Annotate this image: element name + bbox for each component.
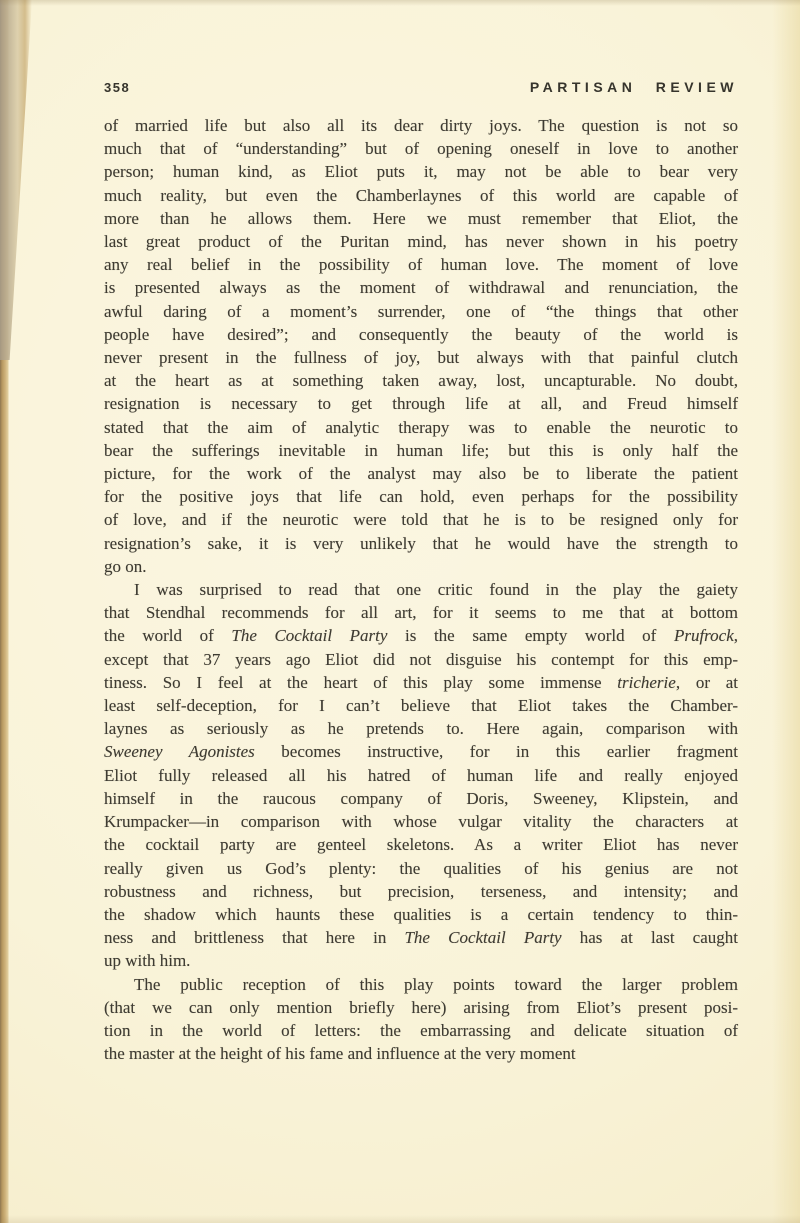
text-line: is presented always as the moment of withdrawal and renunciation, the — [104, 278, 738, 298]
text-line: of love, and if the neurotic were told that he is to be resigned only for — [104, 510, 738, 530]
text-line: picture, for the work of the analyst may also be to liberate the patient — [104, 464, 738, 484]
text-line: Sweeney Agonistes becomes instructive, for in this earlier fragment — [104, 742, 739, 762]
page-number: 358 — [104, 80, 131, 95]
page-bottom-shading — [0, 1215, 800, 1223]
text-line: never present in the fullness of joy, but always with that painful clutch — [104, 348, 738, 368]
text-line: really given us God’s plenty: the qualities of his genius are not — [104, 858, 738, 878]
page-top-shading — [0, 0, 800, 6]
paragraph — [104, 973, 738, 1066]
running-header — [104, 79, 738, 95]
text-line: ness and brittleness that here in The Cocktail Party has at last caught — [104, 928, 738, 948]
text-line: tion in the world of letters: the embarrassing and delicate situation of — [104, 1020, 738, 1040]
text-line: any real belief in the possibility of human love. The moment of love — [104, 255, 738, 275]
text-line: laynes as seriously as he pretends to. Here again, comparison with — [104, 719, 738, 739]
text-line: resignation is necessary to get through life at all, and Freud himself — [104, 394, 738, 414]
text-block — [104, 114, 738, 1065]
text-line: for the positive joys that life can hold, even perhaps for the possibility — [104, 487, 738, 507]
text-line: person; human kind, as Eliot puts it, may not be able to bear very — [104, 162, 738, 182]
text-line: least self-deception, for I can’t believe that Eliot takes the Chamber- — [104, 696, 738, 716]
text-line: I was surprised to read that one critic found in the play the gaiety — [134, 580, 738, 600]
text-line: of married life but also all its dear dirty joys. The question is not so — [104, 116, 738, 135]
text-line: robustness and richness, but precision, terseness, and intensity; and — [104, 881, 738, 901]
italic-text: tricherie — [617, 672, 676, 692]
text-line: tiness. So I feel at the heart of this play some immense tricherie, or at — [104, 672, 738, 692]
page-right-shading — [772, 0, 800, 1223]
book-page-stack-edge — [0, 0, 32, 360]
text-line: Eliot fully released all his hatred of human life and really enjoyed — [104, 765, 738, 785]
text-line: himself in the raucous company of Doris, Sweeney, Klipstein, and — [104, 788, 738, 808]
text-line: Krumpacker—in comparison with whose vulgar vitality the characters at — [104, 812, 738, 832]
text-line: more than he allows them. Here we must remember that Eliot, the — [104, 208, 738, 228]
text-line: go on. — [104, 556, 147, 576]
text-line: awful daring of a moment’s surrender, one of “the things that other — [104, 301, 738, 321]
italic-text: The Cocktail Party — [231, 626, 388, 646]
text-line: last great product of the Puritan mind, has never shown in his poetry — [104, 232, 738, 252]
text-line: people have desired”; and consequently the beauty of the world is — [104, 324, 738, 344]
text-line: up with him. — [104, 951, 191, 971]
text-line: resignation’s sake, it is very unlikely that he would have the strength to — [104, 533, 738, 553]
text-line: bear the sufferings inevitable in human life; but this is only half the — [104, 440, 738, 460]
text-line: the cocktail party are genteel skeletons. As a writer Eliot has never — [104, 835, 738, 855]
text-line: the master at the height of his fame and influence at the very moment — [104, 1044, 576, 1064]
italic-text: The Cocktail Party — [404, 928, 562, 948]
italic-text: Prufrock — [673, 626, 734, 646]
paragraph — [104, 114, 738, 578]
text-line: The public reception of this play points toward the larger problem — [134, 974, 738, 994]
text-line: stated that the aim of analytic therapy was to enable the neurotic to — [104, 417, 738, 437]
text-line: much that of “understanding” but of opening oneself in love to another — [104, 139, 738, 159]
text-line: the shadow which haunts these qualities is a certain tendency to thin- — [104, 904, 738, 924]
text-line: except that 37 years ago Eliot did not disguise his contempt for this emp- — [104, 649, 738, 669]
text-line: at the heart as at something taken away, lost, uncapturable. No doubt, — [104, 371, 738, 391]
text-line: much reality, but even the Chamberlaynes of this world are capable of — [104, 185, 738, 205]
text-line: (that we can only mention briefly here) arising from Eliot’s present posi- — [104, 997, 738, 1017]
journal-title: PARTISAN REVIEW — [529, 79, 738, 95]
italic-text: Sweeney Agonistes — [104, 742, 255, 762]
paragraph — [104, 578, 738, 972]
text-line: the world of The Cocktail Party is the same empty world of Prufrock, — [104, 626, 738, 646]
text-line: that Stendhal recommends for all art, for it seems to me that at bottom — [104, 603, 738, 623]
